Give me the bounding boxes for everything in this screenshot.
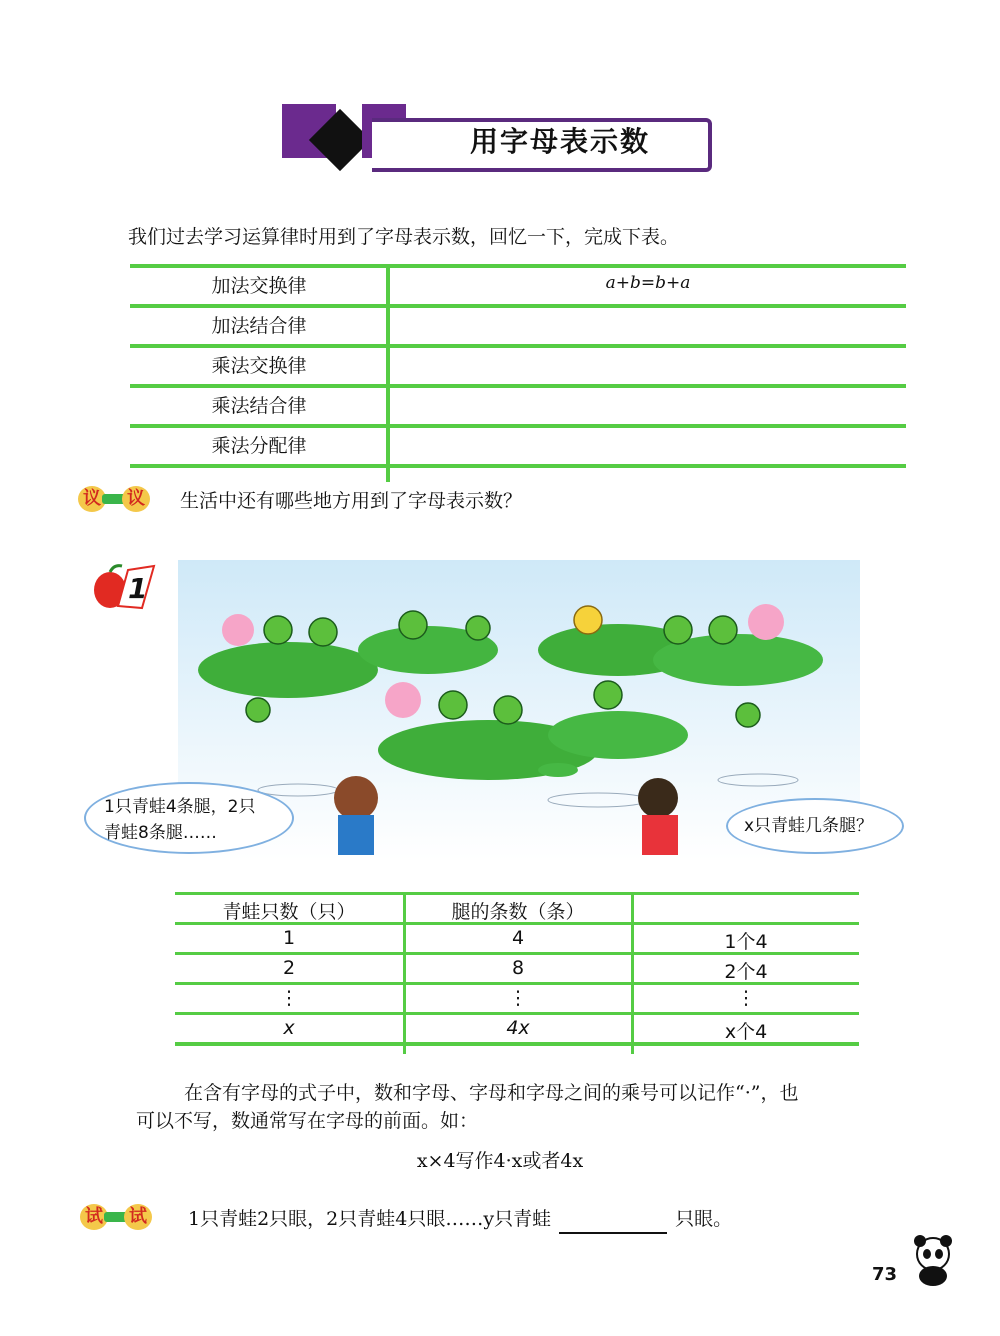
try-text: 1只青蛙2只眼，2只青蛙4只眼……y只青蛙 只眼。 [188,1204,888,1234]
table-cell: 8 [511,957,525,979]
table-cell: ⋮ [736,987,756,1009]
page-title: 用字母表示数 [469,125,650,158]
law-name: 加法交换律 [211,275,307,297]
table-cell: ⋮ [279,987,299,1009]
answer-blank[interactable] [559,1214,667,1234]
table-header-row [175,892,859,922]
explanation-line-1: 在含有字母的式子中，数和字母、字母和字母之间的乘号可以记作“·”，也 [184,1082,799,1104]
frog-table [175,892,859,1046]
law-name: 乘法交换律 [211,355,307,377]
table-row [175,1012,859,1046]
table-row [130,424,906,468]
table-divider [403,892,406,1054]
example-number: 1 [128,572,148,605]
panda-icon [906,1232,960,1288]
table-cell: 1个4 [724,931,768,953]
example-apple-icon [88,562,158,612]
law-name: 加法结合律 [211,315,307,337]
law-table [130,264,906,468]
page-number: 73 [872,1264,898,1285]
table-cell: x [283,1017,295,1039]
table-row [130,264,906,304]
table-divider [386,264,390,482]
table-cell: 1 [282,927,296,949]
law-name: 乘法分配律 [211,435,307,457]
try-badge: 试一 试 [80,1204,152,1230]
law-name: 乘法结合律 [211,395,307,417]
intro-text: 我们过去学习运算律时用到了字母表示数，回忆一下，完成下表。 [128,226,680,248]
discuss-text: 生活中还有哪些地方用到了字母表示数？ [180,490,523,512]
column-header: 腿的条数（条） [451,901,585,923]
table-cell: 2个4 [724,961,768,983]
table-divider [631,892,634,1054]
table-row [175,982,859,1012]
table-row [130,384,906,424]
formula-example: x×4写作4·x或者4x [416,1150,584,1172]
discuss-badge: 议一 议 [78,486,150,512]
table-row [175,952,859,982]
table-row [130,344,906,384]
table-cell: x个4 [724,1021,768,1043]
explanation-line-2: 可以不写，数通常写在字母的前面。如： [136,1110,479,1132]
table-cell: 2 [282,957,296,979]
table-cell: 4 [511,927,525,949]
column-header: 青蛙只数（只） [222,901,356,923]
table-row [130,304,906,344]
table-row [175,922,859,952]
table-cell: 4x [506,1017,530,1039]
law-formula: a+b=b+a [605,273,691,293]
boy-speech-bubble: 1只青蛙4条腿，2只 青蛙8条腿…… [84,782,294,854]
girl-speech-bubble: x只青蛙几条腿？ [726,798,904,854]
table-cell: ⋮ [508,987,528,1009]
